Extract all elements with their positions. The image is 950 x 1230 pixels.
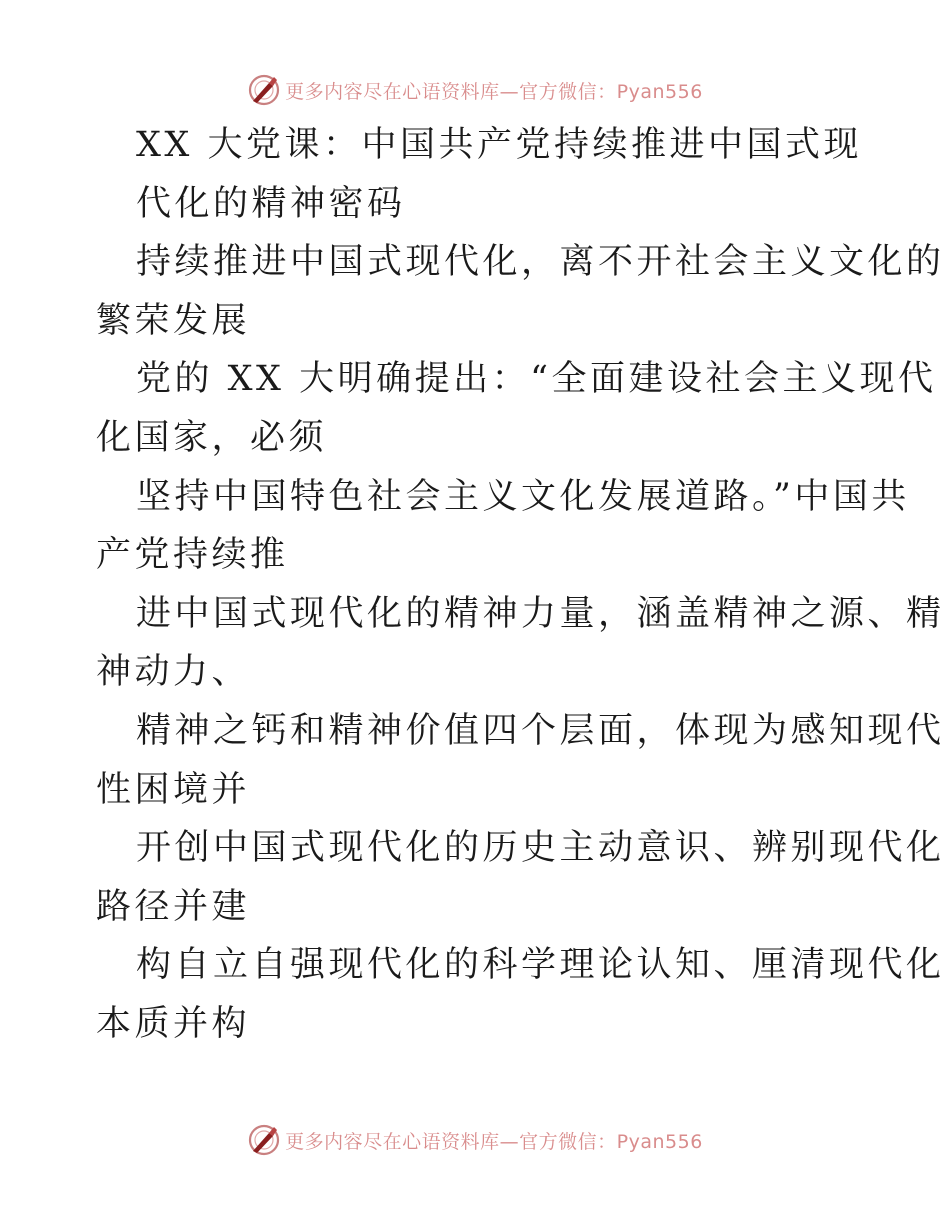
text-line: 繁荣发展 xyxy=(96,300,251,341)
text-line: 代化的精神密码 xyxy=(136,183,406,224)
watermark-text: 更多内容尽在心语资料库—官方微信：Pyan556 xyxy=(285,80,703,103)
text-line: XX 大党课：中国共产党持续推进中国式现 xyxy=(136,125,862,165)
text-line: 构自立自强现代化的科学理论认知、厘清现代化 xyxy=(136,945,945,986)
text-line: 开创中国式现代化的历史主动意识、辨别现代化 xyxy=(136,828,945,869)
document-body xyxy=(96,116,945,1054)
footer-watermark xyxy=(0,1120,950,1160)
text-line: 化国家，必须 xyxy=(96,417,328,458)
text-line: 党的 XX 大明确提出：“全面建设社会主义现代 xyxy=(136,359,937,400)
pen-logo-icon xyxy=(247,1123,281,1157)
text-line: 持续推进中国式现代化，离不开社会主义文化的 xyxy=(136,242,945,283)
text-line: 神动力、 xyxy=(96,652,251,693)
text-line: 性困境并 xyxy=(96,769,251,810)
text-line: 路径并建 xyxy=(96,886,251,927)
pen-logo-icon xyxy=(247,73,281,107)
text-line: 进中国式现代化的精神力量，涵盖精神之源、精 xyxy=(136,593,945,634)
text-line: 坚持中国特色社会主义文化发展道路。”中国共 xyxy=(136,476,910,517)
text-line: 本质并构 xyxy=(96,1003,251,1044)
text-line: 产党持续推 xyxy=(96,535,289,576)
header-watermark xyxy=(0,70,950,110)
watermark-text: 更多内容尽在心语资料库—官方微信：Pyan556 xyxy=(285,1130,703,1153)
text-line: 精神之钙和精神价值四个层面，体现为感知现代 xyxy=(136,710,945,751)
